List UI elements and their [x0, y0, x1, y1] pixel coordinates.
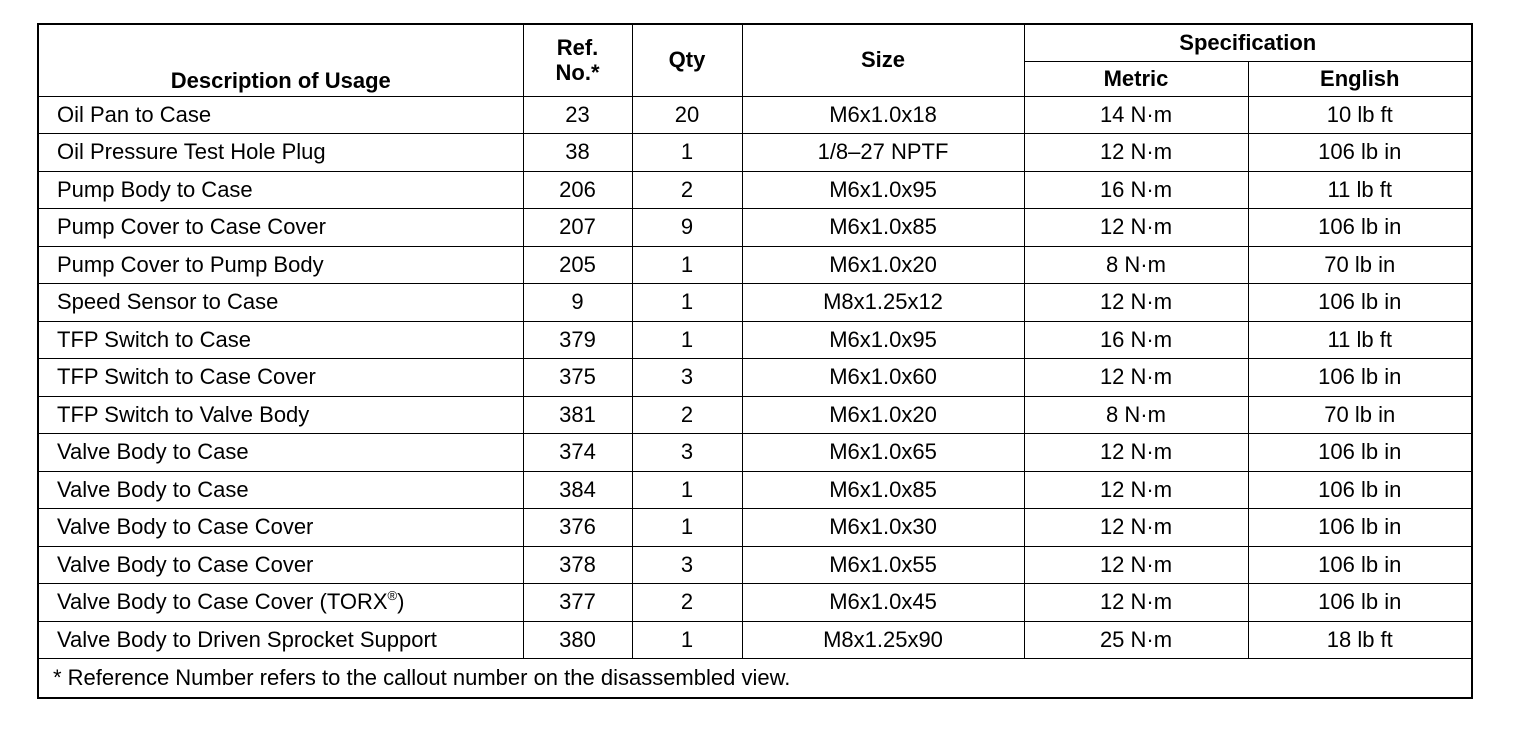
cell-metric: 12 N·m	[1024, 284, 1248, 322]
cell-ref-no: 375	[523, 359, 632, 397]
cell-english: 70 lb in	[1248, 246, 1472, 284]
torque-spec-table	[37, 23, 1473, 699]
cell-description: TFP Switch to Case	[38, 321, 523, 359]
cell-description: Oil Pan to Case	[38, 96, 523, 134]
cell-english: 106 lb in	[1248, 209, 1472, 247]
cell-metric: 12 N·m	[1024, 584, 1248, 622]
cell-description	[38, 584, 523, 622]
cell-ref-no: 378	[523, 546, 632, 584]
cell-qty: 2	[632, 396, 742, 434]
cell-english: 106 lb in	[1248, 471, 1472, 509]
cell-ref-no: 377	[523, 584, 632, 622]
cell-size: M6x1.0x45	[742, 584, 1024, 622]
cell-qty: 3	[632, 546, 742, 584]
cell-qty: 3	[632, 359, 742, 397]
table-row	[38, 359, 1472, 397]
cell-size: M6x1.0x85	[742, 471, 1024, 509]
cell-qty: 1	[632, 471, 742, 509]
header-size: Size	[742, 24, 1024, 96]
cell-size: M6x1.0x18	[742, 96, 1024, 134]
cell-size: M6x1.0x95	[742, 321, 1024, 359]
table-row	[38, 546, 1472, 584]
cell-description: Pump Body to Case	[38, 171, 523, 209]
cell-size: M8x1.25x90	[742, 621, 1024, 659]
table-row	[38, 96, 1472, 134]
cell-description: Valve Body to Driven Sprocket Support	[38, 621, 523, 659]
cell-ref-no: 381	[523, 396, 632, 434]
footnote: * Reference Number refers to the callout number on the disassembled view.	[38, 659, 1472, 699]
cell-size: M6x1.0x60	[742, 359, 1024, 397]
table-row	[38, 209, 1472, 247]
table-row	[38, 509, 1472, 547]
cell-english: 106 lb in	[1248, 509, 1472, 547]
cell-metric: 12 N·m	[1024, 134, 1248, 172]
cell-qty: 1	[632, 321, 742, 359]
cell-description: Valve Body to Case	[38, 471, 523, 509]
cell-ref-no: 38	[523, 134, 632, 172]
cell-metric: 12 N·m	[1024, 471, 1248, 509]
cell-metric: 12 N·m	[1024, 509, 1248, 547]
torque-spec-table-container	[37, 23, 1471, 699]
cell-ref-no: 9	[523, 284, 632, 322]
header-english: English	[1248, 61, 1472, 96]
header-metric: Metric	[1024, 61, 1248, 96]
header-specification: Specification	[1024, 24, 1472, 61]
description-text: Valve Body to Case Cover (TORX	[57, 589, 388, 615]
table-row	[38, 471, 1472, 509]
cell-metric: 25 N·m	[1024, 621, 1248, 659]
table-row	[38, 396, 1472, 434]
cell-ref-no: 205	[523, 246, 632, 284]
cell-size: M6x1.0x20	[742, 396, 1024, 434]
cell-english: 10 lb ft	[1248, 96, 1472, 134]
table-body	[38, 96, 1472, 659]
cell-size: M6x1.0x95	[742, 171, 1024, 209]
cell-ref-no: 379	[523, 321, 632, 359]
table-row	[38, 134, 1472, 172]
cell-metric: 8 N·m	[1024, 396, 1248, 434]
cell-description: Pump Cover to Case Cover	[38, 209, 523, 247]
cell-description: Pump Cover to Pump Body	[38, 246, 523, 284]
cell-description: Speed Sensor to Case	[38, 284, 523, 322]
cell-metric: 8 N·m	[1024, 246, 1248, 284]
cell-ref-no: 380	[523, 621, 632, 659]
header-ref-no-text: Ref. No.*	[555, 34, 600, 86]
table-row	[38, 284, 1472, 322]
cell-qty: 1	[632, 284, 742, 322]
cell-metric: 16 N·m	[1024, 321, 1248, 359]
cell-qty: 3	[632, 434, 742, 472]
cell-size: 1/8–27 NPTF	[742, 134, 1024, 172]
cell-size: M6x1.0x30	[742, 509, 1024, 547]
cell-description: TFP Switch to Case Cover	[38, 359, 523, 397]
cell-ref-no: 23	[523, 96, 632, 134]
table-row	[38, 246, 1472, 284]
registered-mark: ®	[387, 588, 398, 604]
cell-size: M6x1.0x55	[742, 546, 1024, 584]
cell-english: 106 lb in	[1248, 434, 1472, 472]
cell-english: 106 lb in	[1248, 284, 1472, 322]
cell-metric: 12 N·m	[1024, 359, 1248, 397]
cell-qty: 1	[632, 134, 742, 172]
cell-size: M6x1.0x65	[742, 434, 1024, 472]
cell-qty: 1	[632, 621, 742, 659]
cell-size: M6x1.0x20	[742, 246, 1024, 284]
cell-description: Oil Pressure Test Hole Plug	[38, 134, 523, 172]
cell-ref-no: 376	[523, 509, 632, 547]
cell-description: Valve Body to Case	[38, 434, 523, 472]
cell-qty: 1	[632, 246, 742, 284]
cell-description: Valve Body to Case Cover	[38, 546, 523, 584]
cell-size: M6x1.0x85	[742, 209, 1024, 247]
cell-size: M8x1.25x12	[742, 284, 1024, 322]
header-qty: Qty	[632, 24, 742, 96]
cell-qty: 9	[632, 209, 742, 247]
cell-metric: 12 N·m	[1024, 209, 1248, 247]
cell-english: 70 lb in	[1248, 396, 1472, 434]
cell-english: 11 lb ft	[1248, 171, 1472, 209]
description-text-end: )	[397, 589, 405, 615]
cell-metric: 16 N·m	[1024, 171, 1248, 209]
cell-english: 106 lb in	[1248, 134, 1472, 172]
cell-english: 106 lb in	[1248, 546, 1472, 584]
cell-qty: 1	[632, 509, 742, 547]
table-row	[38, 584, 1472, 622]
cell-qty: 2	[632, 584, 742, 622]
cell-ref-no: 207	[523, 209, 632, 247]
cell-metric: 12 N·m	[1024, 434, 1248, 472]
cell-ref-no: 374	[523, 434, 632, 472]
cell-ref-no: 384	[523, 471, 632, 509]
cell-description: TFP Switch to Valve Body	[38, 396, 523, 434]
cell-ref-no: 206	[523, 171, 632, 209]
table-row	[38, 621, 1472, 659]
cell-metric: 14 N·m	[1024, 96, 1248, 134]
cell-english: 106 lb in	[1248, 359, 1472, 397]
table-row	[38, 434, 1472, 472]
cell-qty: 20	[632, 96, 742, 134]
header-description: Description of Usage	[38, 24, 523, 96]
cell-english: 11 lb ft	[1248, 321, 1472, 359]
cell-english: 18 lb ft	[1248, 621, 1472, 659]
cell-description: Valve Body to Case Cover	[38, 509, 523, 547]
table-row	[38, 171, 1472, 209]
cell-metric: 12 N·m	[1024, 546, 1248, 584]
cell-english: 106 lb in	[1248, 584, 1472, 622]
header-ref-no	[523, 24, 632, 96]
cell-qty: 2	[632, 171, 742, 209]
table-row	[38, 321, 1472, 359]
